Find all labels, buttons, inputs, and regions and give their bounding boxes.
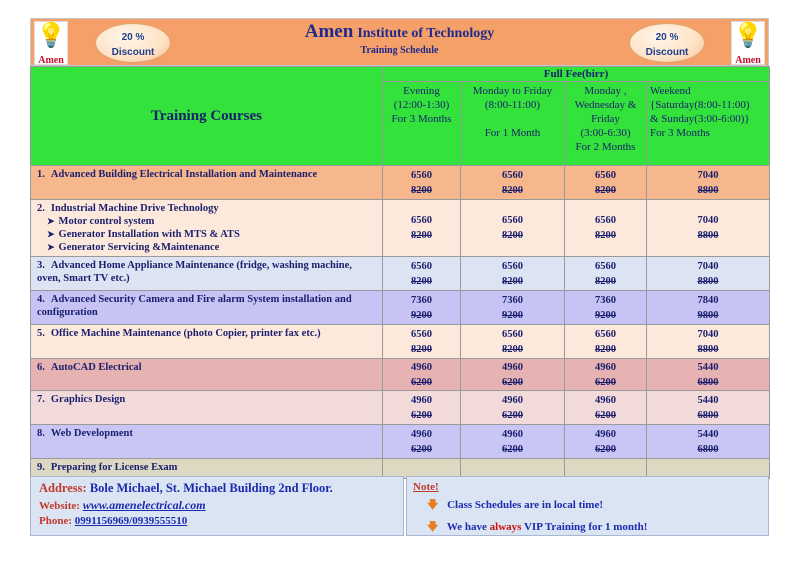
discounted-price: 6560 xyxy=(502,260,523,272)
table-row xyxy=(31,257,770,291)
price-cell xyxy=(461,425,565,459)
course-title xyxy=(37,293,376,319)
note-item xyxy=(427,496,762,515)
course-cell xyxy=(31,291,383,325)
original-price: 8800 xyxy=(697,343,719,355)
phone-line xyxy=(39,515,395,527)
logo-text: Amen xyxy=(38,55,64,66)
price-cell xyxy=(461,257,565,291)
course-cell xyxy=(31,166,383,200)
note-text: Class Schedules are in local time! xyxy=(447,499,603,511)
note-text: We have xyxy=(446,521,490,533)
price-cell xyxy=(565,291,647,325)
discounted-price: 7360 xyxy=(502,294,523,306)
course-name: Web Development xyxy=(50,428,133,439)
discounted-price: 6560 xyxy=(411,260,432,272)
discounted-price: 7040 xyxy=(697,260,719,272)
discounted-price: 4960 xyxy=(595,394,616,406)
header-banner xyxy=(30,18,769,66)
course-subitem xyxy=(37,228,376,241)
course-number: 2. xyxy=(37,203,45,214)
original-price: 6800 xyxy=(697,409,719,421)
discounted-price: 6560 xyxy=(595,260,616,272)
discounted-price: 6560 xyxy=(595,328,616,340)
original-price: 6800 xyxy=(697,376,719,388)
course-name: Advanced Home Appliance Maintenance (fridge, washing machine, oven, Smart TV etc.) xyxy=(37,260,352,284)
page-subtitle: Training Schedule xyxy=(360,45,439,56)
schedule-mwf: Monday , Wednesday & Friday (3:00-6:30) For 2 Months xyxy=(565,82,647,166)
original-price: 6800 xyxy=(697,443,719,455)
course-number: 3. xyxy=(37,260,45,271)
discount-percent: 20 % xyxy=(655,32,679,43)
arrow-down-icon: 🡇 xyxy=(427,499,439,511)
discounted-price: 4960 xyxy=(502,394,523,406)
chevron-right-icon: ➤ xyxy=(47,229,55,239)
original-price: 6200 xyxy=(502,409,523,421)
original-price: 9200 xyxy=(502,309,523,321)
original-price: 6200 xyxy=(411,376,432,388)
original-price: 6200 xyxy=(595,376,616,388)
original-price: 8200 xyxy=(595,275,616,287)
course-name: Advanced Security Camera and Fire alarm System installation and configuration xyxy=(37,294,352,318)
course-cell xyxy=(31,425,383,459)
discounted-price: 4960 xyxy=(411,361,432,373)
discounted-price: 4960 xyxy=(502,428,523,440)
note-label: Note! xyxy=(413,481,439,493)
note-box xyxy=(406,476,769,536)
original-price: 8200 xyxy=(502,230,523,241)
address-label: Address: xyxy=(39,481,87,495)
light-bulb-icon: 💡 xyxy=(733,23,763,49)
course-number: 9. xyxy=(37,462,45,473)
arrow-down-icon: 🡇 xyxy=(427,521,439,533)
price-cell xyxy=(565,200,647,257)
course-name: Industrial Machine Drive Technology xyxy=(50,203,219,214)
original-price: 6200 xyxy=(502,443,523,455)
discounted-price: 7360 xyxy=(411,294,432,306)
table-row xyxy=(31,325,770,359)
original-price: 8200 xyxy=(411,343,432,355)
price-cell xyxy=(461,166,565,200)
subitem-label: Generator Servicing &Maintenance xyxy=(58,242,220,253)
course-name: AutoCAD Electrical xyxy=(50,362,142,373)
discounted-price: 4960 xyxy=(411,394,432,406)
course-title xyxy=(37,202,376,215)
address-line xyxy=(39,481,395,496)
course-subitem xyxy=(37,241,376,254)
schedule-weekday: Monday to Friday (8:00-11:00) For 1 Month xyxy=(461,82,565,166)
schedule-evening: Evening (12:00-1:30) For 3 Months xyxy=(383,82,461,166)
price-cell xyxy=(647,325,770,359)
table-row xyxy=(31,166,770,200)
original-price: 8200 xyxy=(502,184,523,196)
price-cell xyxy=(565,257,647,291)
original-price: 8200 xyxy=(595,343,616,355)
address-value: Bole Michael, St. Michael Building 2nd Floor. xyxy=(89,481,333,495)
table-row xyxy=(31,200,770,257)
discounted-price: 6560 xyxy=(595,215,616,226)
chevron-right-icon: ➤ xyxy=(47,242,55,252)
website-line xyxy=(39,498,395,513)
discounted-price: 7040 xyxy=(697,215,719,226)
website-label: Website: xyxy=(39,500,80,512)
price-cell xyxy=(461,291,565,325)
course-number: 4. xyxy=(37,294,45,305)
price-cell xyxy=(383,200,461,257)
course-number: 5. xyxy=(37,328,45,339)
discounted-price: 5440 xyxy=(697,394,719,406)
light-bulb-icon: 💡 xyxy=(36,23,66,49)
course-number: 6. xyxy=(37,362,45,373)
discounted-price: 6560 xyxy=(595,169,616,181)
fee-header: Full Fee(birr) xyxy=(383,67,770,82)
price-cell xyxy=(647,391,770,425)
contact-box xyxy=(30,476,404,536)
course-title xyxy=(37,168,376,181)
discount-percent: 20 % xyxy=(121,32,145,43)
price-cell xyxy=(647,200,770,257)
price-cell xyxy=(647,166,770,200)
original-price: 8200 xyxy=(411,275,432,287)
course-cell xyxy=(31,325,383,359)
discounted-price: 7360 xyxy=(595,294,616,306)
price-cell xyxy=(383,291,461,325)
original-price: 8200 xyxy=(411,184,432,196)
discounted-price: 6560 xyxy=(502,328,523,340)
discounted-price: 7840 xyxy=(697,294,719,306)
discount-badge-right xyxy=(629,23,705,63)
course-subitem xyxy=(37,215,376,228)
discounted-price: 4960 xyxy=(595,361,616,373)
course-title xyxy=(37,327,376,340)
course-title xyxy=(37,361,376,374)
price-cell xyxy=(383,359,461,391)
original-price: 8200 xyxy=(595,184,616,196)
price-cell xyxy=(461,391,565,425)
discount-label: Discount xyxy=(111,47,155,58)
original-price: 8200 xyxy=(502,275,523,287)
price-cell xyxy=(565,425,647,459)
price-cell xyxy=(383,391,461,425)
price-cell xyxy=(383,425,461,459)
original-price: 6200 xyxy=(411,409,432,421)
discount-label: Discount xyxy=(645,47,689,58)
course-name: Office Machine Maintenance (photo Copier, printer fax etc.) xyxy=(50,328,321,339)
course-cell xyxy=(31,257,383,291)
note-highlight: always xyxy=(489,521,522,533)
course-title xyxy=(37,461,376,474)
price-cell xyxy=(647,257,770,291)
course-number: 1. xyxy=(37,169,45,180)
original-price: 6200 xyxy=(595,443,616,455)
original-price: 9800 xyxy=(697,309,719,321)
course-title xyxy=(37,427,376,440)
original-price: 6200 xyxy=(502,376,523,388)
discounted-price: 6560 xyxy=(502,215,523,226)
course-number: 7. xyxy=(37,394,45,405)
original-price: 9200 xyxy=(595,309,616,321)
price-cell xyxy=(647,425,770,459)
logo-right xyxy=(731,21,765,65)
note-item xyxy=(427,518,762,537)
original-price: 8800 xyxy=(697,184,719,196)
original-price: 8200 xyxy=(411,230,432,241)
website-link[interactable]: www.amenelectrical.com xyxy=(82,498,206,512)
price-cell xyxy=(647,359,770,391)
discounted-price: 6560 xyxy=(411,328,432,340)
original-price: 8800 xyxy=(697,275,719,287)
price-cell xyxy=(565,359,647,391)
discounted-price: 4960 xyxy=(411,428,432,440)
chevron-right-icon: ➤ xyxy=(47,216,55,226)
schedule-sheet xyxy=(30,18,769,538)
discounted-price: 4960 xyxy=(502,361,523,373)
price-cell xyxy=(461,359,565,391)
subitem-label: Generator Installation with MTS & ATS xyxy=(58,229,240,240)
subitem-label: Motor control system xyxy=(58,216,155,227)
table-row xyxy=(31,391,770,425)
discounted-price: 7040 xyxy=(697,169,719,181)
price-cell xyxy=(565,325,647,359)
original-price: 8800 xyxy=(697,230,719,241)
discounted-price: 5440 xyxy=(697,428,719,440)
course-number: 8. xyxy=(37,428,45,439)
course-cell xyxy=(31,200,383,257)
courses-header: Training Courses xyxy=(31,67,383,166)
discounted-price: 6560 xyxy=(411,169,432,181)
course-cell xyxy=(31,359,383,391)
original-price: 8200 xyxy=(502,343,523,355)
phone-label: Phone: xyxy=(39,515,72,527)
note-text: VIP Training for 1 month! xyxy=(521,521,648,533)
brand-name: Amen xyxy=(304,21,354,42)
discounted-price: 5440 xyxy=(697,361,719,373)
schedule-weekend: Weekend {Saturday(8:00-11:00) & Sunday(3:00-6:00)} For 3 Months xyxy=(647,82,770,166)
discounted-price: 7040 xyxy=(697,328,719,340)
original-price: 6200 xyxy=(411,443,432,455)
table-row xyxy=(31,291,770,325)
price-cell xyxy=(565,391,647,425)
price-cell xyxy=(461,325,565,359)
price-cell xyxy=(461,200,565,257)
institute-name: Institute of Technology xyxy=(357,26,495,41)
price-cell xyxy=(383,325,461,359)
course-name: Advanced Building Electrical Installation and Maintenance xyxy=(50,169,318,180)
logo-text: Amen xyxy=(735,55,761,66)
course-title xyxy=(37,393,376,406)
phone-link[interactable]: 0991156969/0939555510 xyxy=(74,515,188,527)
course-name: Graphics Design xyxy=(50,394,126,405)
table-row xyxy=(31,359,770,391)
discounted-price: 6560 xyxy=(411,215,432,226)
table-row xyxy=(31,425,770,459)
original-price: 9200 xyxy=(411,309,432,321)
course-cell xyxy=(31,391,383,425)
discounted-price: 6560 xyxy=(502,169,523,181)
course-name: Preparing for License Exam xyxy=(50,462,178,473)
price-cell xyxy=(565,166,647,200)
course-title xyxy=(37,259,376,285)
discounted-price: 4960 xyxy=(595,428,616,440)
training-table xyxy=(30,66,770,479)
original-price: 6200 xyxy=(595,409,616,421)
original-price: 8200 xyxy=(595,230,616,241)
price-cell xyxy=(383,166,461,200)
price-cell xyxy=(383,257,461,291)
price-cell xyxy=(647,291,770,325)
